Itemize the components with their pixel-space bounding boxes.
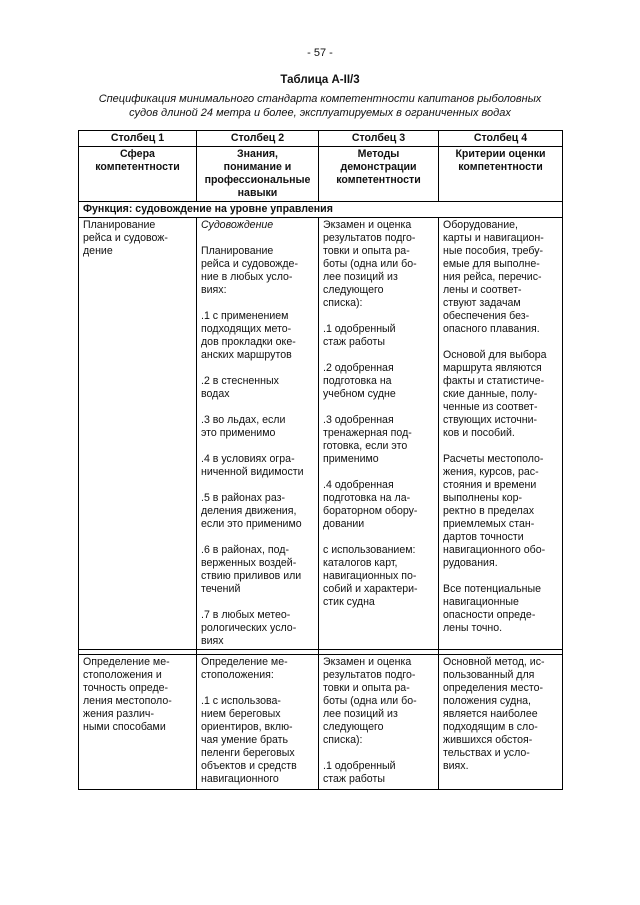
knowledge-item: Определение ме- стоположения:	[201, 656, 288, 681]
column-header-methods: Методы демонстрации компетентности	[319, 147, 439, 202]
competence-table	[78, 130, 563, 790]
page-number: - 57 -	[307, 47, 333, 59]
method-item: .4 одобренная подготовка на ла- бораторном обору- довании	[323, 479, 418, 530]
knowledge-item: .5 в районах раз- деления движения, если это применимо	[201, 492, 302, 530]
method-item: .1 одобренный стаж работы	[323, 323, 396, 348]
criteria-item: Оборудование, карты и навигацион- ные пособия, требу- емые для выполне- ния рейса, перечис- лены и соответ- ствуют задачам обеспечения без- опасного плавания.	[443, 219, 544, 335]
column-number-4: Столбец 4	[439, 131, 563, 147]
function-label: Функция: судовождение на уровне управления	[79, 202, 563, 218]
competence-text: Планирование рейса и судовож- дение	[83, 219, 168, 257]
column-header-knowledge: Знания, понимание и профессиональные навыки	[197, 147, 319, 202]
methods-cell	[319, 218, 439, 650]
column-header-row	[79, 147, 563, 202]
column-number-row	[79, 131, 563, 147]
knowledge-item: .6 в районах, под- верженных воздей- ствию приливов или течений	[201, 544, 302, 595]
table-row	[79, 218, 563, 650]
knowledge-item: .4 в условиях огра- ниченной видимости	[201, 453, 304, 478]
competence-text: Определение ме- стоположения и точность опреде- ления местополо- жения различ- ными способами	[83, 656, 172, 733]
knowledge-item: .2 в стесненных водах	[201, 375, 279, 400]
method-item: Экзамен и оценка результатов подго- товки и опыта ра- боты (одна или бо- лее позиций из следующего списка):	[323, 656, 417, 746]
method-item: .3 одобренная тренажерная под- готовка, если это применимо	[323, 414, 412, 465]
methods-cell	[319, 655, 439, 790]
knowledge-item: .7 в любых метео- рологических усло- виях	[201, 609, 297, 647]
function-row	[79, 202, 563, 218]
column-header-criteria: Критерии оценки компетентности	[439, 147, 563, 202]
method-item: .1 одобренный стаж работы	[323, 760, 396, 785]
column-number-1: Столбец 1	[79, 131, 197, 147]
knowledge-cell	[197, 218, 319, 650]
criteria-cell	[439, 655, 563, 790]
competence-cell	[79, 655, 197, 790]
knowledge-item: .1 с использова- нием береговых ориентиров, вклю- чая умение брать пеленги береговых объектов и средств навигационного	[201, 695, 297, 785]
method-item: с использованием: каталогов карт, навигационных по- собий и характери- стик судна	[323, 544, 418, 608]
knowledge-heading: Судовождение	[201, 219, 274, 231]
criteria-item: Основой для выбора маршрута являются факты и статистиче- ские данные, полу- ченные из соответ- ствующих источни- ков и пособий.	[443, 349, 547, 439]
criteria-item: Основной метод, ис- пользованный для определения место- положения судна, является наиболее подходящим в сло- жившихся обстоя- тельствах и усло- виях.	[443, 656, 545, 772]
column-number-3: Столбец 3	[319, 131, 439, 147]
column-number-2: Столбец 2	[197, 131, 319, 147]
knowledge-item: Планирование рейса и судовожде- ние в любых усло- виях:	[201, 245, 298, 296]
column-header-competence: Сфера компетентности	[79, 147, 197, 202]
criteria-cell	[439, 218, 563, 650]
knowledge-item: .1 с применением подходящих мето- дов прокладки оке- анских маршрутов	[201, 310, 296, 361]
table-title: Таблица A-II/3	[280, 74, 360, 86]
criteria-item: Расчеты местополо- жения, курсов, рас- стояния и времени выполнены кор- ректно в пределах приемлемых стан- дартов точности навигационного обо- рудования.	[443, 453, 546, 569]
knowledge-item: .3 во льдах, если это применимо	[201, 414, 286, 439]
table-subtitle: Спецификация минимального стандарта компетентности капитанов рыболовных судов длиной 24 метра и более, эксплуатируемых в ограниченных водах	[98, 93, 542, 119]
knowledge-cell	[197, 655, 319, 790]
competence-cell	[79, 218, 197, 650]
method-item: Экзамен и оценка результатов подго- товки и опыта ра- боты (одна или бо- лее позиций из следующего списка):	[323, 219, 417, 309]
criteria-item: Все потенциальные навигационные опасности опреде- лены точно.	[443, 583, 542, 634]
table-row	[79, 655, 563, 790]
method-item: .2 одобренная подготовка на учебном судне	[323, 362, 396, 400]
